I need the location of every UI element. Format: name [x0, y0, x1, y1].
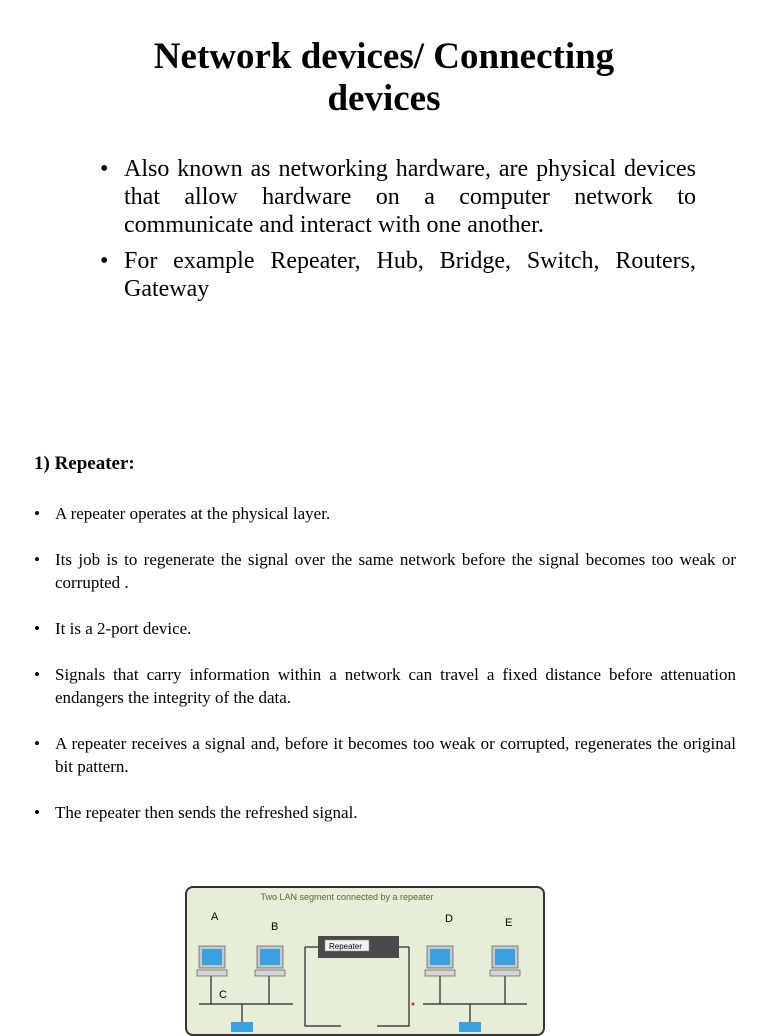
bullet-icon: • — [34, 550, 40, 569]
repeater-device-label: Repeater — [329, 942, 362, 951]
repeater-diagram — [185, 886, 545, 1036]
repeater-device-icon — [318, 936, 399, 958]
computer-icon-d — [425, 946, 455, 976]
repeater-points-list — [34, 502, 736, 847]
bullet-icon: • — [100, 156, 109, 182]
repeater-point — [34, 617, 736, 640]
node-label-d: D — [445, 913, 453, 925]
bullet-icon: • — [34, 665, 40, 684]
page-title — [0, 36, 768, 120]
repeater-diagram-svg — [187, 888, 545, 1036]
repeater-point-text: It is a 2-port device. — [55, 619, 192, 638]
bullet-icon: • — [34, 803, 40, 822]
repeater-point-text: Signals that carry information within a network can travel a fixed distance before attenuation endangers the integrity of the data. — [55, 665, 736, 707]
repeater-point — [34, 548, 736, 594]
computer-icon-e — [490, 946, 520, 976]
section-heading: 1) Repeater: — [34, 453, 135, 474]
repeater-point-text: Its job is to regenerate the signal over the same network before the signal becomes too weak or corrupted . — [55, 550, 736, 592]
node-label-a: A — [211, 911, 219, 923]
bullet-icon: • — [34, 734, 40, 753]
repeater-point — [34, 732, 736, 778]
intro-bullet-text: Also known as networking hardware, are physical devices that allow hardware on a computer network to communicate and interact with one another. — [124, 156, 696, 238]
network-wires — [199, 947, 527, 1028]
repeater-point-text: A repeater operates at the physical layer. — [55, 504, 331, 523]
repeater-point — [34, 502, 736, 525]
bullet-icon: • — [100, 248, 109, 274]
repeater-point — [34, 801, 736, 824]
node-label-b: B — [271, 921, 279, 933]
bullet-icon: • — [34, 504, 40, 523]
node-label-c: C — [219, 989, 227, 1001]
intro-bullet — [100, 155, 696, 239]
repeater-point-text: A repeater receives a signal and, before it becomes too weak or corrupted, regenerates the original bit pattern. — [55, 734, 736, 776]
page-title-line-1: Network devices/ Connecting — [153, 36, 615, 77]
bullet-icon: • — [34, 619, 40, 638]
computer-icon-a — [197, 946, 227, 976]
repeater-point-text: The repeater then sends the refreshed signal. — [55, 803, 358, 822]
computer-icon-b — [255, 946, 285, 976]
intro-bullet — [100, 247, 696, 303]
node-label-e: E — [505, 917, 513, 929]
page-title-line-2: devices — [327, 78, 441, 119]
signal-dot-icon — [412, 1003, 415, 1006]
intro-bullet-text: For example Repeater, Hub, Bridge, Switch, Routers, Gateway — [124, 248, 696, 302]
repeater-point — [34, 663, 736, 709]
diagram-caption: Two LAN segment connected by a repeater — [260, 892, 434, 902]
intro-bullet-list — [100, 155, 696, 311]
